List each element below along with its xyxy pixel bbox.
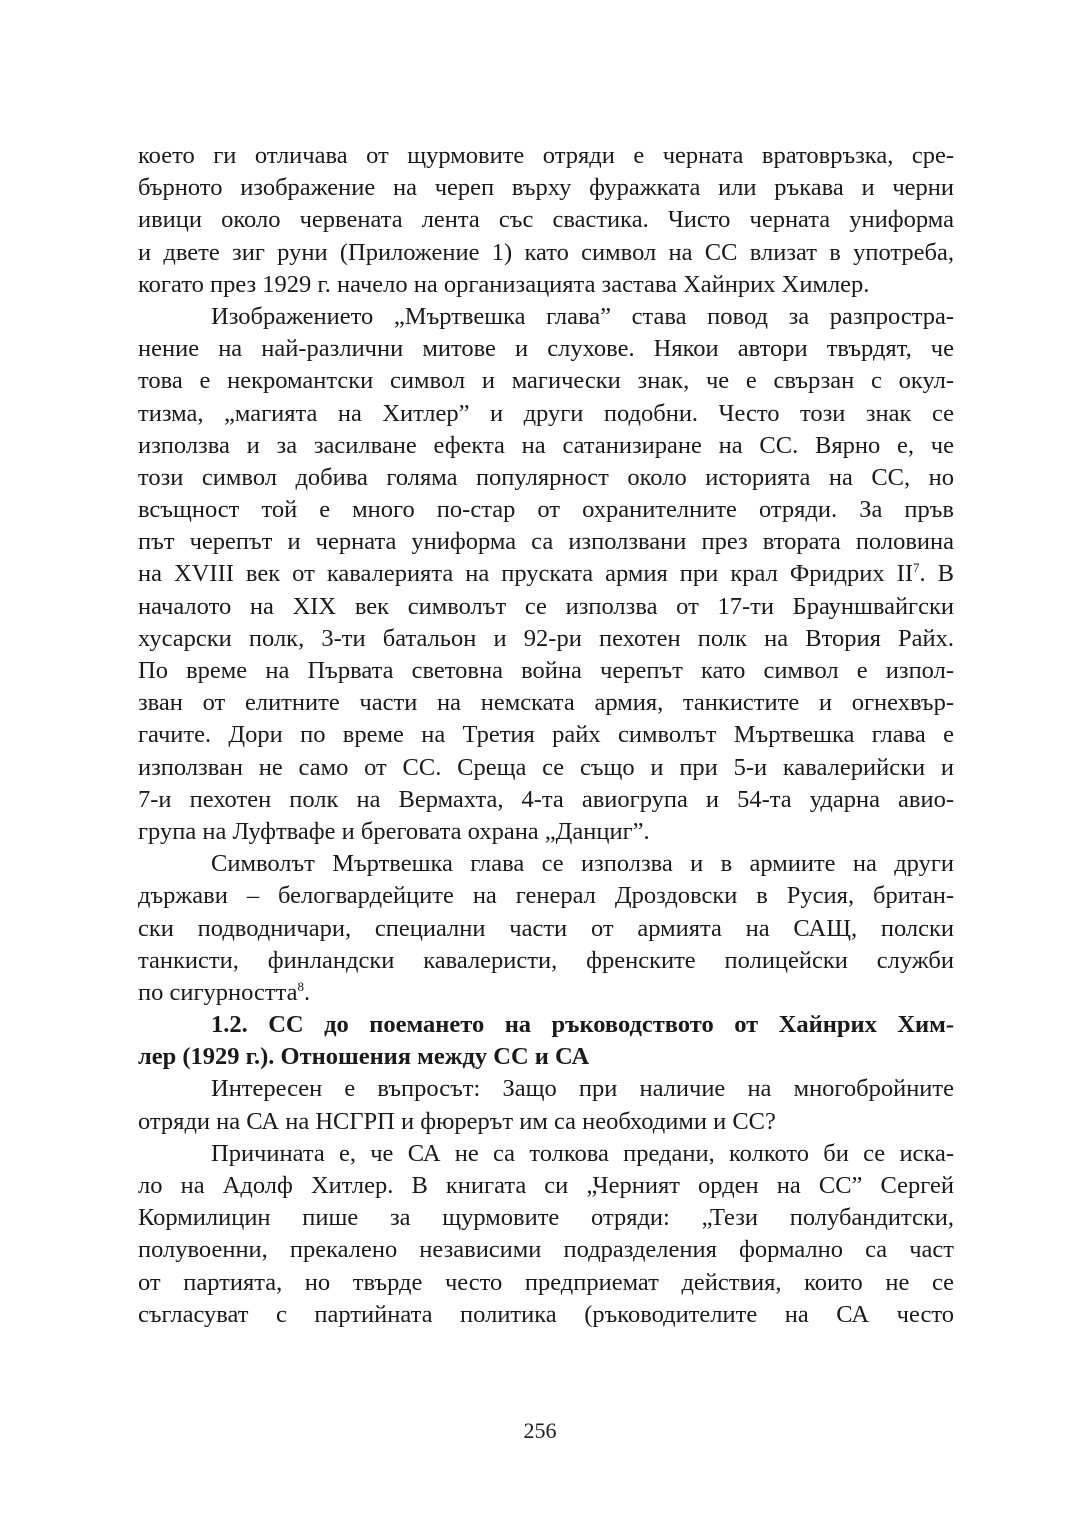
text-line: Кормилицин пише за щурмовите отряди: „Тези полубандитски, <box>138 1204 954 1232</box>
text-line: използва и за засилване ефекта на сатанизиране на СС. Вярно е, че <box>138 431 954 459</box>
text-line: това е некромантски символ и магически знак, че е свързан с окул- <box>138 367 954 395</box>
text-line: началото на XIX век символът се използва от 17-ти Брауншвайгски <box>138 592 954 620</box>
text-line: 7-и пехотен полк на Вермахта, 4-та авиогрупа и 54-та ударна авио- <box>138 785 954 813</box>
text-line: Интересен е въпросът: Защо при наличие на многобройните <box>211 1075 954 1103</box>
text-line: и двете зиг руни (Приложение 1) като символ на СС влизат в употреба, <box>138 238 954 266</box>
line-text-after: . <box>303 978 311 1006</box>
text-line: По време на Първата световна война черепът като символ е изпол- <box>138 657 954 684</box>
text-line: път черепът и черната униформа са използвани през втората половина <box>138 528 954 556</box>
text-line: използван не само от СС. Среща се също и при 5-и кавалерийски и <box>138 753 954 781</box>
page-number: 256 <box>523 1418 557 1443</box>
section-heading-line: 1.2. СС до поемането на ръководството от Хайнрих Хим- <box>211 1011 954 1039</box>
text-line: всъщност той е много по-стар от охранителните отряди. За пръв <box>138 496 954 524</box>
text-line: ски подводничари, специални части от армията на САЩ, полски <box>138 914 954 942</box>
text-line: гачите. Дори по време на Третия райх символът Мъртвешка глава е <box>138 721 954 749</box>
text-line: хусарски полк, 3-ти батальон и 92-ри пехотен полк на Втория Райх. <box>138 624 954 652</box>
text-line: съгласуват с партийната политика (ръководителите на СА често <box>138 1300 954 1328</box>
text-line: Символът Мъртвешка глава се използва и в армиите на други <box>211 850 954 878</box>
text-line-with-footnote <box>138 558 954 590</box>
text-line-with-footnote <box>138 977 954 1009</box>
text-line: този символ добива голяма популярност около историята на СС, но <box>138 463 954 491</box>
text-line: което ги отличава от щурмовите отряди е черната вратовръзка, сре- <box>138 142 954 169</box>
text-line: бърното изображение на череп върху фуражката или ръкава и черни <box>138 174 954 202</box>
footnote-ref-8[interactable]: 8 <box>297 978 304 994</box>
text-line: ло на Адолф Хитлер. В книгата си „Черният орден на СС” Сергей <box>138 1172 954 1199</box>
line-text-after: . В <box>919 560 955 588</box>
text-line: държави – белогвардейците на генерал Дроздовски в Русия, британ- <box>138 882 954 910</box>
text-line: група на Луфтвафе и бреговата охрана „Данциг”. <box>138 817 650 845</box>
text-line: тизма, „магията на Хитлер” и други подобни. Често този знак се <box>138 399 954 427</box>
text-line: танкисти, финландски кавалеристи, френските полицейски служби <box>138 946 954 974</box>
line-text: на XVIII век от кавалерията на пруската армия при крал Фридрих II <box>138 560 913 588</box>
text-line: ивици около червената лента със свастика. Чисто черната униформа <box>138 206 954 234</box>
footnote-ref-7[interactable]: 7 <box>913 560 920 576</box>
text-line: от партията, но твърде често предприемат действия, които не се <box>138 1268 954 1296</box>
text-line: зван от елитните части на немската армия, танкистите и огнехвър- <box>138 689 954 717</box>
text-line: Причината е, че СА не са толкова предани, колкото би се иска- <box>211 1139 954 1167</box>
text-line: отряди на СА на НСГРП и фюрерът им са необходими и СС? <box>138 1107 776 1135</box>
text-line: нение на най-различни митове и слухове. Някои автори твърдят, че <box>138 335 954 363</box>
text-line: полувоенни, прекалено независими подразделения формално са част <box>138 1236 954 1264</box>
body-text <box>138 140 954 1331</box>
line-text: по сигурността <box>138 978 298 1006</box>
section-heading-line: лер (1929 г.). Отношения между СС и СА <box>138 1043 590 1071</box>
text-line: когато през 1929 г. начело на организацията застава Хайнрих Химлер. <box>138 270 870 298</box>
text-line: Изображението „Мъртвешка глава” става повод за разпростра- <box>211 302 954 330</box>
